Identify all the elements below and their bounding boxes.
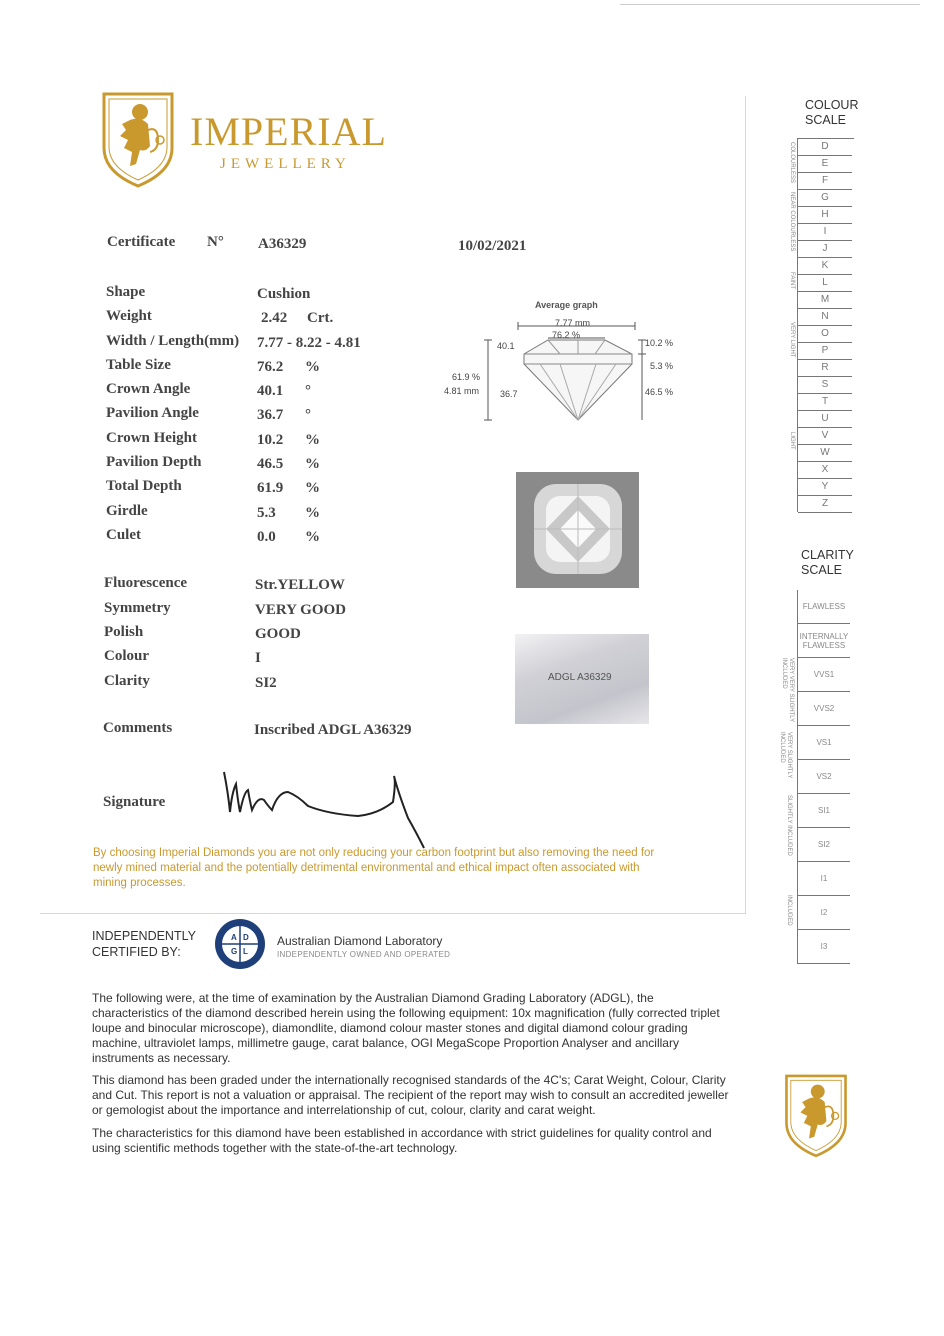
seal-letter-a: A	[231, 933, 237, 942]
colour-grade-o: O	[798, 326, 852, 343]
certified-line1: INDEPENDENTLY	[92, 929, 196, 943]
graph-width: 7.77 mm	[555, 318, 591, 328]
spec-label-total-depth: Total Depth	[106, 478, 182, 494]
spec-value-crown-angle: 40.1	[257, 383, 284, 399]
colour-grade-f: F	[798, 173, 852, 190]
grade-label-clarity: Clarity	[104, 673, 150, 689]
spec-unit-table-size: %	[305, 359, 320, 375]
clarity-grade-vs1: VS1	[798, 726, 850, 760]
clarity-grade-i2: I2	[798, 896, 850, 930]
signature-image	[218, 762, 438, 852]
colour-scale-title2: SCALE	[805, 113, 846, 127]
spec-label-crown-height: Crown Height	[106, 430, 197, 446]
colour-grade-g: G	[798, 190, 852, 207]
spec-value-weight: 2.42	[261, 310, 288, 326]
clarity-grade-i3: I3	[798, 930, 850, 964]
adgl-seal-icon	[214, 918, 266, 970]
top-rule	[620, 4, 920, 5]
spec-value-pavilion-angle: 36.7	[257, 407, 284, 423]
brand-name: IMPERIAL	[190, 109, 387, 154]
colour-grade-r: R	[798, 360, 852, 377]
spec-value-total-depth: 61.9	[257, 480, 284, 496]
grade-value-clarity: SI2	[255, 675, 277, 691]
graph-crown-height: 10.2 %	[645, 338, 674, 348]
spec-value-pavilion-depth: 46.5	[257, 456, 284, 472]
colour-grade-j: J	[798, 241, 852, 258]
clarity-grade-internally-flawless: INTERNALLY FLAWLESS	[798, 624, 850, 658]
grade-value-colour: I	[255, 650, 261, 666]
colour-grade-i: I	[798, 224, 852, 241]
seal-letter-d: D	[243, 933, 249, 942]
graph-table: 76.2 %	[552, 330, 581, 340]
colour-category-near-colourless: NEAR COLOURLESS	[789, 192, 795, 252]
inscription-photo	[515, 634, 649, 724]
colour-grade-v: V	[798, 428, 852, 445]
spec-value-culet: 0.0	[257, 529, 276, 545]
graph-crown-angle: 40.1	[497, 341, 515, 351]
brand-sub: JEWELLERY	[220, 156, 351, 172]
colour-grade-e: E	[798, 156, 852, 173]
spec-value-crown-height: 10.2	[257, 432, 284, 448]
clarity-scale-title2: SCALE	[801, 563, 842, 577]
paragraph-standards: This diamond has been graded under the internationally recognised standards of the 4C's; Carat Weight, Colour, Clarity and Cut. This report is not a valuation or appraisal. The recipient of the report may wish to consult an accredited jeweller or gemologist about the importance and interrelationship of cut, colour, clarity and carat weight.	[92, 1073, 729, 1117]
spec-label-culet: Culet	[106, 527, 141, 543]
certificate-no-label: N°	[207, 234, 224, 250]
seal-letter-l: L	[243, 947, 248, 956]
certificate-date: 10/02/2021	[458, 238, 527, 254]
spec-unit-crown-height: %	[305, 432, 320, 448]
brand-shield-icon	[100, 90, 176, 188]
graph-total-depth: 61.9 %	[452, 372, 481, 382]
graph-depth-mm: 4.81 mm	[444, 386, 480, 396]
clarity-grade-flawless: FLAWLESS	[798, 590, 850, 624]
clarity-category-very-very-slightly-included: VERY VERY SLIGHTLY INCLUDED	[781, 658, 794, 723]
paragraph-guidelines: The characteristics for this diamond have been established in accordance with strict guidelines for quality control and using scientific methods together with the state-of-the-art technology.	[92, 1126, 712, 1155]
colour-category-faint: FAINT	[789, 272, 795, 290]
spec-label-pavilion-angle: Pavilion Angle	[106, 405, 199, 421]
colour-grade-u: U	[798, 411, 852, 428]
grade-value-symmetry: VERY GOOD	[255, 602, 347, 618]
graph-pavilion-depth: 46.5 %	[645, 387, 674, 397]
colour-grade-l: L	[798, 275, 852, 292]
spec-value-shape: Cushion	[257, 286, 311, 302]
colour-grade-m: M	[798, 292, 852, 309]
spec-value-table-size: 76.2	[257, 359, 284, 375]
spec-value-girdle: 5.3	[257, 505, 276, 521]
grade-label-colour: Colour	[104, 648, 149, 664]
frame-bottom-line	[40, 913, 746, 914]
spec-label-table-size: Table Size	[106, 357, 171, 373]
clarity-scale-title1: CLARITY	[801, 548, 854, 562]
colour-grade-d: D	[798, 139, 852, 156]
clarity-grade-si2: SI2	[798, 828, 850, 862]
clarity-grade-vs2: VS2	[798, 760, 850, 794]
graph-girdle: 5.3 %	[650, 361, 674, 371]
diamond-photo	[516, 472, 639, 588]
grade-value-fluorescence: Str.YELLOW	[255, 577, 345, 593]
lab-name: Australian Diamond Laboratory	[277, 934, 443, 948]
clarity-category-slightly-included: SLIGHTLY INCLUDED	[786, 795, 792, 856]
clarity-grade-si1: SI1	[798, 794, 850, 828]
graph-title: Average graph	[535, 300, 598, 310]
spec-unit-total-depth: %	[305, 480, 320, 496]
colour-scale-title1: COLOUR	[805, 98, 859, 112]
clarity-grade-vvs2: VVS2	[798, 692, 850, 726]
colour-grade-w: W	[798, 445, 852, 462]
clarity-category-very-slightly-included: VERY SLIGHTLY INCLUDED	[779, 732, 792, 779]
colour-category-colourless: COLOURLESS	[789, 142, 795, 184]
graph-pavilion-angle: 36.7	[500, 389, 518, 399]
certified-line2: CERTIFIED BY:	[92, 945, 181, 959]
spec-label-weight: Weight	[106, 308, 152, 324]
colour-grade-z: Z	[798, 496, 852, 513]
colour-category-light: LIGHT	[789, 432, 795, 450]
comments-label: Comments	[103, 720, 173, 736]
colour-grade-p: P	[798, 343, 852, 360]
grade-label-polish: Polish	[104, 624, 144, 640]
footer-shield-icon	[783, 1072, 849, 1158]
certificate-label: Certificate	[107, 234, 176, 250]
spec-value-width-length-mm: 7.77 - 8.22 - 4.81	[257, 335, 361, 351]
colour-grade-k: K	[798, 258, 852, 275]
clarity-grade-vvs1: VVS1	[798, 658, 850, 692]
certificate-number: A36329	[258, 236, 307, 252]
footer-note: By choosing Imperial Diamonds you are not only reducing your carbon footprint but also removing the need for newly mined material and the potentially detrimental environmental and ethical impact often associated with mining processes.	[93, 847, 655, 889]
signature-label: Signature	[103, 794, 166, 810]
spec-unit-culet: %	[305, 529, 320, 545]
spec-unit-pavilion-angle: °	[305, 407, 311, 423]
spec-label-width-length-mm: Width / Length(mm)	[106, 333, 240, 349]
spec-unit-weight: Crt.	[307, 310, 334, 326]
spec-unit-girdle: %	[305, 505, 320, 521]
comments-value: Inscribed ADGL A36329	[254, 722, 412, 738]
grade-value-polish: GOOD	[255, 626, 301, 642]
lab-tag: INDEPENDENTLY OWNED AND OPERATED	[277, 950, 451, 959]
spec-unit-crown-angle: °	[305, 383, 311, 399]
grade-label-fluorescence: Fluorescence	[104, 575, 188, 591]
spec-label-girdle: Girdle	[106, 503, 148, 519]
paragraph-equipment: The following were, at the time of examination by the Australian Diamond Grading Laboratory (ADGL), the characteristics of the diamond described herein using the following equipment: 10x magnification (fully corrected triplet loupe and binocular microscope), diamondlite, diamond colour master stones and digital diamond colour grading machine, ultraviolet lamps, millimetre gauge, carat balance, OGI MegaScope Proportion Analyser and ancillary instruments as necessary.	[92, 991, 720, 1065]
frame-right-line	[745, 96, 746, 914]
inscription-text: ADGL A36329	[548, 672, 612, 683]
colour-grade-x: X	[798, 462, 852, 479]
colour-grade-t: T	[798, 394, 852, 411]
grade-label-symmetry: Symmetry	[104, 600, 171, 616]
colour-grade-s: S	[798, 377, 852, 394]
colour-category-very-light: VERY LIGHT	[789, 322, 795, 358]
spec-label-shape: Shape	[106, 284, 146, 300]
colour-grade-n: N	[798, 309, 852, 326]
colour-grade-y: Y	[798, 479, 852, 496]
spec-label-pavilion-depth: Pavilion Depth	[106, 454, 202, 470]
spec-label-crown-angle: Crown Angle	[106, 381, 191, 397]
seal-letter-g: G	[231, 947, 238, 956]
clarity-category-included: INCLUDED	[786, 895, 792, 926]
colour-grade-h: H	[798, 207, 852, 224]
spec-unit-pavilion-depth: %	[305, 456, 320, 472]
clarity-grade-i1: I1	[798, 862, 850, 896]
